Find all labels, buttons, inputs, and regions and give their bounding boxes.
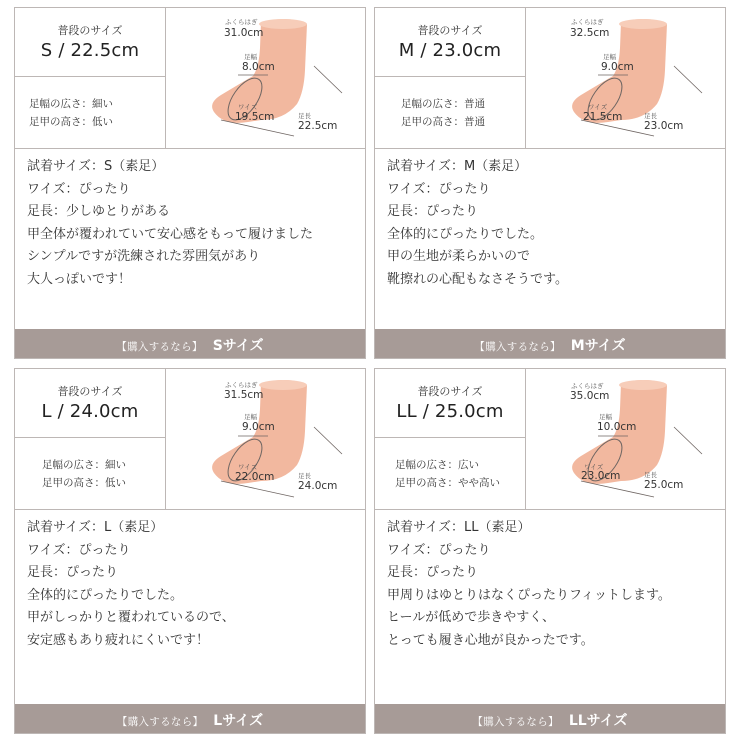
profile-column [15, 8, 166, 148]
review-text [387, 156, 721, 292]
buy-prefix-label: 【購入するなら】 [472, 716, 559, 728]
usual-size-label: 普段のサイズ [57, 385, 123, 398]
ankle-value: 9.0cm [242, 421, 275, 433]
wise-label: ワイズ [238, 463, 258, 471]
calf-label: ふくらはぎ [571, 18, 604, 26]
review-line: シンプルですが洗練された雰囲気があり [27, 249, 261, 265]
buy-prefix-label: 【購入するなら】 [474, 341, 561, 353]
instep-height-text: 足甲の高さ：低い [42, 477, 126, 489]
instep-height-text: 足甲の高さ：低い [29, 116, 113, 128]
foot-width-text: 足幅の広さ：細い [42, 459, 126, 471]
foot-shape-box [15, 438, 165, 509]
review-line: 靴擦れの心配もなさそうです。 [387, 271, 568, 287]
review-line: ワイズ：ぴったり [27, 181, 131, 197]
calf-label: ふくらはぎ [571, 382, 604, 390]
calf-value: 32.5cm [570, 27, 610, 39]
length-label: 足長 [644, 471, 657, 479]
usual-size-value: M / 23.0cm [398, 40, 502, 61]
ankle-label: 足幅 [599, 413, 612, 421]
review-line: 安定感もあり疲れにくいです！ [27, 632, 210, 648]
review-line: 試着サイズ：LL（素足） [387, 520, 531, 535]
size-card-ll [374, 368, 726, 734]
size-card-m [374, 7, 726, 359]
ankle-value: 8.0cm [242, 61, 275, 73]
wise-label: ワイズ [238, 103, 258, 111]
buy-size-label: Lサイズ [213, 713, 264, 729]
review-text [27, 156, 361, 292]
wise-label: ワイズ [584, 463, 604, 471]
review-line: 足長：ぴったり [387, 565, 479, 581]
review-line: 試着サイズ：S（素足） [27, 159, 165, 174]
foot-width-text: 足幅の広さ：普通 [401, 98, 485, 110]
card-header [15, 8, 365, 149]
usual-size-label: 普段のサイズ [57, 24, 123, 37]
buy-size-s-button[interactable] [15, 329, 365, 358]
review-line: ワイズ：ぴったり [387, 181, 491, 197]
review-line: 甲周りはゆとりはなくぴったりフィットします。 [387, 587, 671, 603]
usual-size-label: 普段のサイズ [417, 24, 483, 37]
usual-size-value: S / 22.5cm [40, 40, 140, 61]
review-line: とっても履き心地が良かったです。 [387, 632, 594, 648]
review-line: 試着サイズ：M（素足） [387, 159, 528, 174]
size-card-l [14, 368, 366, 734]
wise-value: 23.0cm [581, 470, 621, 482]
calf-value: 31.5cm [224, 389, 264, 401]
length-value: 25.0cm [644, 479, 684, 491]
review-line: 大人っぽいです！ [27, 271, 132, 287]
foot-shape-box [375, 438, 525, 509]
foot-width-text: 足幅の広さ：広い [395, 459, 479, 471]
usual-size-box [375, 369, 525, 438]
length-label: 足長 [298, 472, 311, 480]
buy-size-label: Mサイズ [570, 338, 626, 354]
length-value: 24.0cm [298, 480, 338, 492]
review-line: 足長：少しゆとりがある [27, 204, 171, 220]
profile-column [375, 8, 526, 148]
foot-illustration-icon [526, 8, 725, 148]
review-text [27, 517, 361, 653]
profile-column [15, 369, 166, 509]
instep-height-text: 足甲の高さ：普通 [401, 116, 485, 128]
review-line: ワイズ：ぴったり [27, 542, 131, 558]
usual-size-value: L / 24.0cm [41, 401, 139, 422]
wise-value: 22.0cm [235, 471, 275, 483]
length-label: 足長 [298, 112, 311, 120]
ankle-label: 足幅 [244, 413, 257, 421]
foot-shape-box [375, 77, 525, 148]
ankle-value: 10.0cm [597, 421, 637, 433]
foot-measurement-diagram [166, 369, 365, 509]
foot-measurement-diagram [526, 8, 725, 148]
wise-value: 19.5cm [235, 111, 275, 123]
review-line: ワイズ：ぴったり [387, 542, 491, 558]
ankle-label: 足幅 [244, 53, 257, 61]
foot-shape-box [15, 77, 165, 148]
size-card-s [14, 7, 366, 359]
review-line: 全体的にぴったりでした。 [387, 226, 544, 242]
review-line: 甲の生地が柔らかいので [387, 249, 531, 265]
foot-measurement-diagram [526, 369, 725, 509]
calf-value: 31.0cm [224, 27, 264, 39]
calf-label: ふくらはぎ [225, 381, 258, 389]
calf-value: 35.0cm [570, 390, 610, 402]
usual-size-box [15, 369, 165, 438]
review-text [387, 517, 721, 653]
card-header [375, 369, 725, 510]
buy-prefix-label: 【購入するなら】 [116, 716, 204, 728]
usual-size-box [15, 8, 165, 77]
foot-width-text: 足幅の広さ：細い [29, 98, 113, 110]
review-line: 甲がしっかりと覆われているので、 [27, 610, 235, 626]
review-line: 甲全体が覆われていて安心感をもって履けました [27, 226, 314, 242]
card-header [15, 369, 365, 510]
buy-size-label: Sサイズ [212, 338, 264, 354]
wise-label: ワイズ [588, 103, 608, 111]
usual-size-box [375, 8, 525, 77]
calf-label: ふくらはぎ [225, 18, 258, 26]
foot-illustration-icon [526, 369, 725, 509]
wise-value: 21.5cm [583, 111, 623, 123]
buy-size-l-button[interactable] [15, 704, 365, 733]
usual-size-label: 普段のサイズ [417, 385, 483, 398]
length-value: 22.5cm [298, 120, 338, 132]
review-line: 全体的にぴったりでした。 [27, 587, 184, 603]
buy-prefix-label: 【購入するなら】 [116, 341, 203, 353]
ankle-value: 9.0cm [601, 61, 634, 73]
profile-column [375, 369, 526, 509]
foot-measurement-diagram [166, 8, 365, 148]
review-line: 足長：ぴったり [27, 565, 119, 581]
review-line: 試着サイズ：L（素足） [27, 520, 164, 535]
buy-size-m-button[interactable] [375, 329, 725, 358]
length-label: 足長 [644, 112, 657, 120]
card-header [375, 8, 725, 149]
review-line: ヒールが低めで歩きやすく、 [387, 610, 555, 626]
ankle-label: 足幅 [603, 53, 616, 61]
usual-size-value: LL / 25.0cm [396, 401, 504, 422]
buy-size-ll-button[interactable] [375, 704, 725, 733]
review-line: 足長：ぴったり [387, 204, 479, 220]
buy-size-label: LLサイズ [568, 713, 628, 729]
length-value: 23.0cm [644, 120, 684, 132]
instep-height-text: 足甲の高さ：やや高い [395, 477, 500, 489]
